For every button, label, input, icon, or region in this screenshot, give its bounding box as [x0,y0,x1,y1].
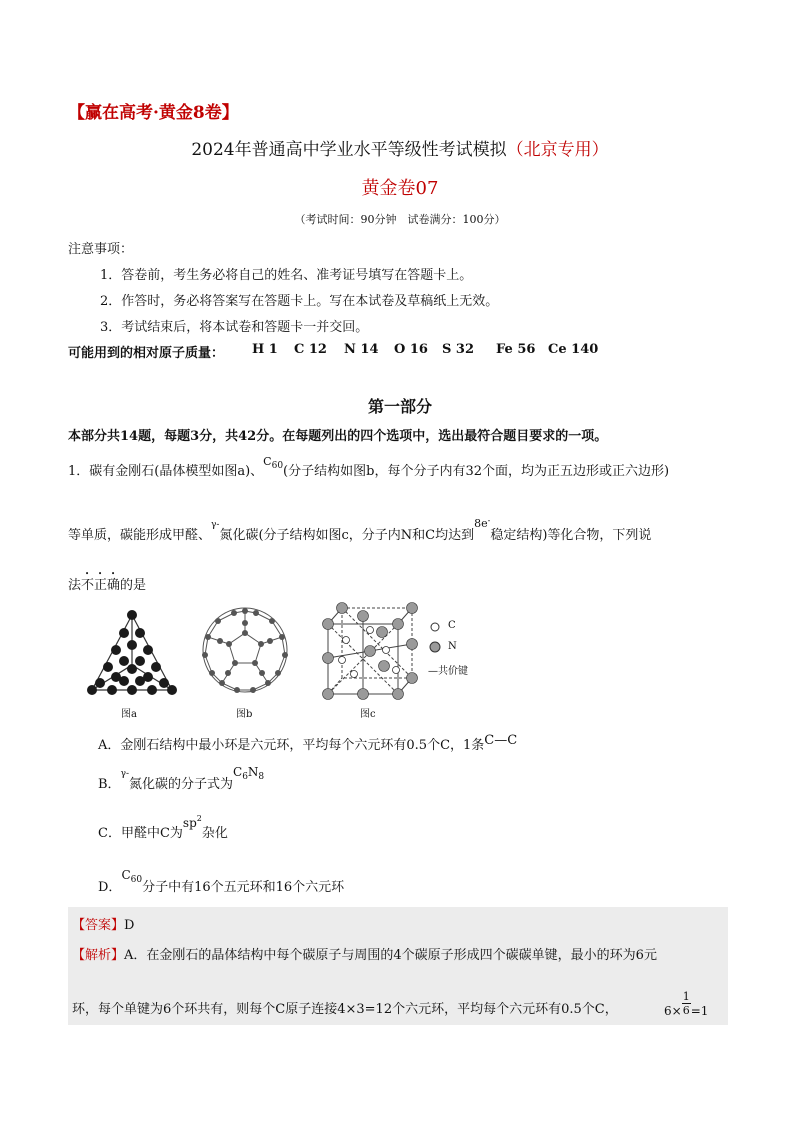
legend-c-label: C [448,620,456,631]
title-main: 2024年普通高中学业水平等级性考试模拟 [191,140,507,160]
answer-tag: 【答案】 [72,918,125,933]
atomic-mass: O 16 [394,342,428,357]
fraction-expression: 6× $\frac{1}{6}$ =1 [664,990,709,1018]
analysis-line-2: 环，每个单键为6个环共有，则每个C原子连接4×3=12个六元环，平均每个六元环有0.5个C， [72,1002,618,1017]
atomic-mass: H 1 [252,342,278,357]
analysis-tag: 【解析】 [72,948,125,963]
option-d: D．$C_{60}$分子中有16个五元环和16个六元环 [98,868,345,895]
option-c: C．甲醛中C为$sp^2$杂化 [98,814,228,841]
atomic-mass: C 12 [294,342,327,357]
title-region: （北京专用） [506,140,609,160]
figure-b-label: 图b [236,709,253,720]
question-line-2: 等单质，碳能形成甲醛、γ-氮化碳(分子结构如图c，分子内N和C均达到8e-稳定结构)等化合物，下列说 [68,516,652,543]
atomic-mass: S 32 [442,342,475,357]
notes-heading: 注意事项： [68,242,134,257]
atomic-mass: Fe 56 [496,342,536,357]
question-line-3: 法不正确的是 [68,578,147,593]
atomic-mass-label: 可能用到的相对原子质量： [68,346,225,361]
legend-n-label: N [448,641,457,652]
answer-value: D [124,918,135,933]
note-item: 3．考试结束后，将本试卷和答题卡一并交回。 [100,320,369,335]
section-instructions: 本部分共14题，每题3分，共42分。在每题列出的四个选项中，选出最符合题目要求的一项。 [68,429,608,444]
note-item: 1．答卷前，考生务必将自己的姓名、准考证号填写在答题卡上。 [100,268,473,283]
atomic-mass: Ce 140 [548,342,599,357]
legend-bond-label: —共价键 [428,666,468,677]
analysis-line-1: 【解析】A．在金刚石的晶体结构中每个碳原子与周围的4个碳原子形成四个碳碳单键，最小的环为6元 [72,948,657,963]
option-b: B．γ-氮化碳的分子式为$C_6N_8$ [98,765,265,792]
section-title: 第一部分 [367,397,432,416]
series-tag: 【赢在高考·黄金8卷】 [68,103,239,123]
answer-line [72,914,134,933]
page-title [0,135,800,160]
exam-info: （考试时间：90分钟 试卷满分：100分） [294,213,506,226]
figure-a-label: 图a [121,709,137,720]
note-item: 2．作答时，务必将答案写在答题卡上。写在本试卷及草稿纸上无效。 [100,294,499,309]
carbon-nitride-figure [318,600,418,700]
question-line-1: 1．碳有金刚石(晶体模型如图a)、$C_{60}$(分子结构如图b，每个分子内有32个面，均为正五边形或正六边形) [68,455,670,479]
option-a: A．金刚石结构中最小环是六元环，平均每个六元环有0.5个C，1条C—C [98,733,518,753]
legend-c-marker [428,620,442,634]
paper-name: 黄金卷07 [361,178,439,199]
atomic-mass: N 14 [344,342,379,357]
figure-c-label: 图c [360,709,376,720]
diamond-structure-figure [82,605,182,700]
fullerene-figure [198,603,292,697]
legend-n-marker [428,640,442,654]
